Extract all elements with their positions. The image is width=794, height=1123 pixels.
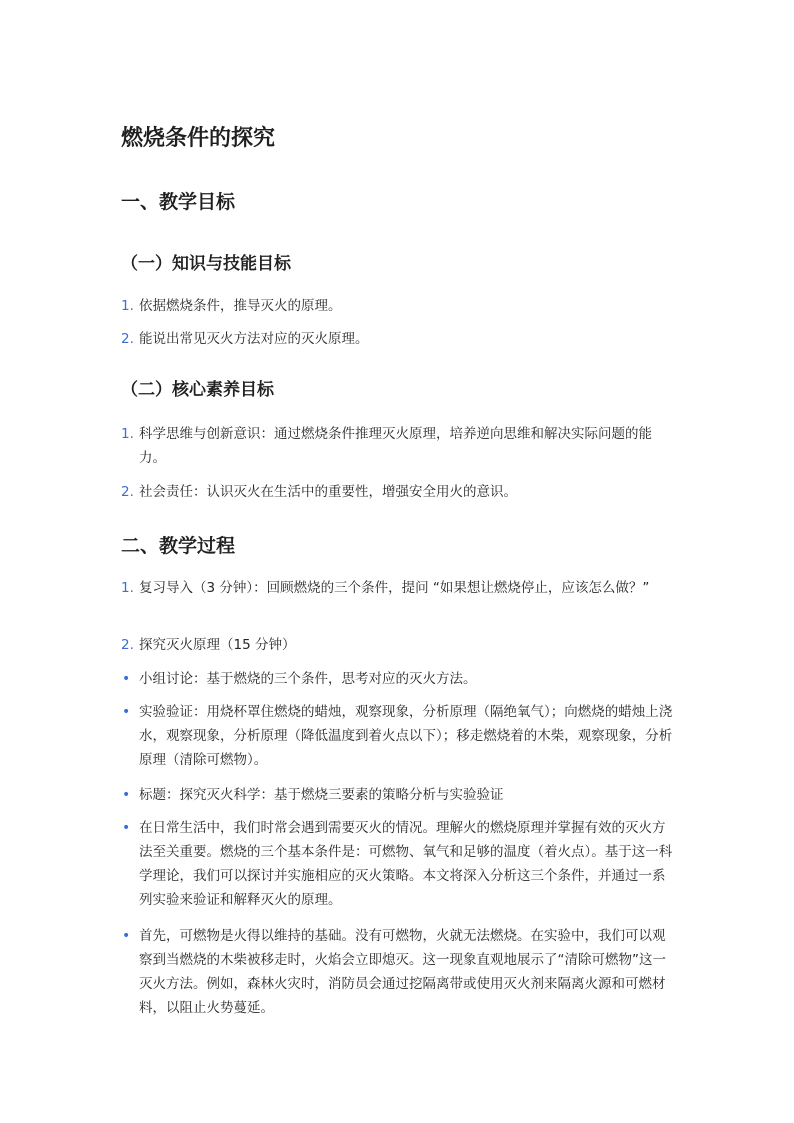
bullet-item: [121, 924, 676, 1020]
bullet-icon: •: [122, 704, 131, 720]
bullet-item: [121, 783, 676, 807]
bullet-item: [121, 667, 676, 691]
bullet-icon: •: [122, 671, 131, 687]
list-number: 1.: [121, 580, 134, 596]
bullet-icon: •: [122, 820, 131, 836]
bullet-item: [121, 700, 676, 772]
list-number: 2.: [121, 484, 134, 500]
bullet-item-text: 首先，可燃物是火得以维持的基础。没有可燃物，火就无法燃烧。在实验中，我们可以观察到当燃烧的木柴被移走时，火焰会立即熄灭。这一现象直观地展示了“清除可燃物”这一灭火方法。例如，森林火灾时，消防员会通过挖隔离带或使用灭火剂来隔离火源和可燃材料，以阻止火势蔓延。: [139, 928, 666, 1016]
list-item: [121, 480, 676, 504]
bullet-icon: •: [122, 928, 131, 944]
subsection-heading-core-literacy: （二）核心素养目标: [121, 380, 274, 400]
bullet-icon: •: [122, 787, 131, 803]
list-item-text: 复习导入（3 分钟）：回顾燃烧的三个条件，提问 “如果想让燃烧停止，应该怎么做？”: [139, 580, 650, 596]
list-item: [121, 327, 676, 351]
bullet-item-text: 在日常生活中，我们时常会遇到需要灭火的情况。理解火的燃烧原理并掌握有效的灭火方法至关重要。燃烧的三个基本条件是：可燃物、氧气和足够的温度（着火点）。基于这一科学理论，我们可以探讨并实施相应的灭火策略。本文将深入分析这三个条件，并通过一系列实验来验证和解释灭火的原理。: [139, 820, 673, 908]
list-number: 1.: [121, 426, 134, 442]
list-number: 2.: [121, 637, 134, 653]
bullet-item: [121, 816, 676, 912]
document-title: 燃烧条件的探究: [121, 126, 276, 151]
list-item-text: 科学思维与创新意识：通过燃烧条件推理灭火原理，培养逆向思维和解决实际问题的能力。: [139, 426, 652, 466]
bullet-item-text: 小组讨论：基于燃烧的三个条件，思考对应的灭火方法。: [139, 671, 477, 687]
list-item-text: 探究灭火原理（15 分钟）: [139, 637, 296, 653]
section-heading-teaching-process: 二、教学过程: [121, 535, 236, 557]
subsection-heading-knowledge-skills: （一）知识与技能目标: [121, 254, 291, 274]
list-item: [121, 633, 676, 657]
list-item-text: 依据燃烧条件，推导灭火的原理。: [139, 298, 342, 314]
list-item: [121, 294, 676, 318]
bullet-item-text: 标题：探究灭火科学：基于燃烧三要素的策略分析与实验验证: [139, 787, 504, 803]
list-number: 1.: [121, 298, 134, 314]
list-item: [121, 422, 676, 470]
list-item-text: 能说出常见灭火方法对应的灭火原理。: [139, 331, 369, 347]
bullet-item-text: 实验验证：用烧杯罩住燃烧的蜡烛，观察现象，分析原理（隔绝氧气）；向燃烧的蜡烛上浇水，观察现象，分析原理（降低温度到着火点以下）；移走燃烧着的木柴，观察现象，分析原理（清除可燃物）。: [139, 704, 673, 768]
section-heading-teaching-goals: 一、教学目标: [121, 191, 236, 213]
list-item: [121, 576, 676, 600]
list-number: 2.: [121, 331, 134, 347]
list-item-text: 社会责任：认识灭火在生活中的重要性，增强安全用火的意识。: [139, 484, 517, 500]
